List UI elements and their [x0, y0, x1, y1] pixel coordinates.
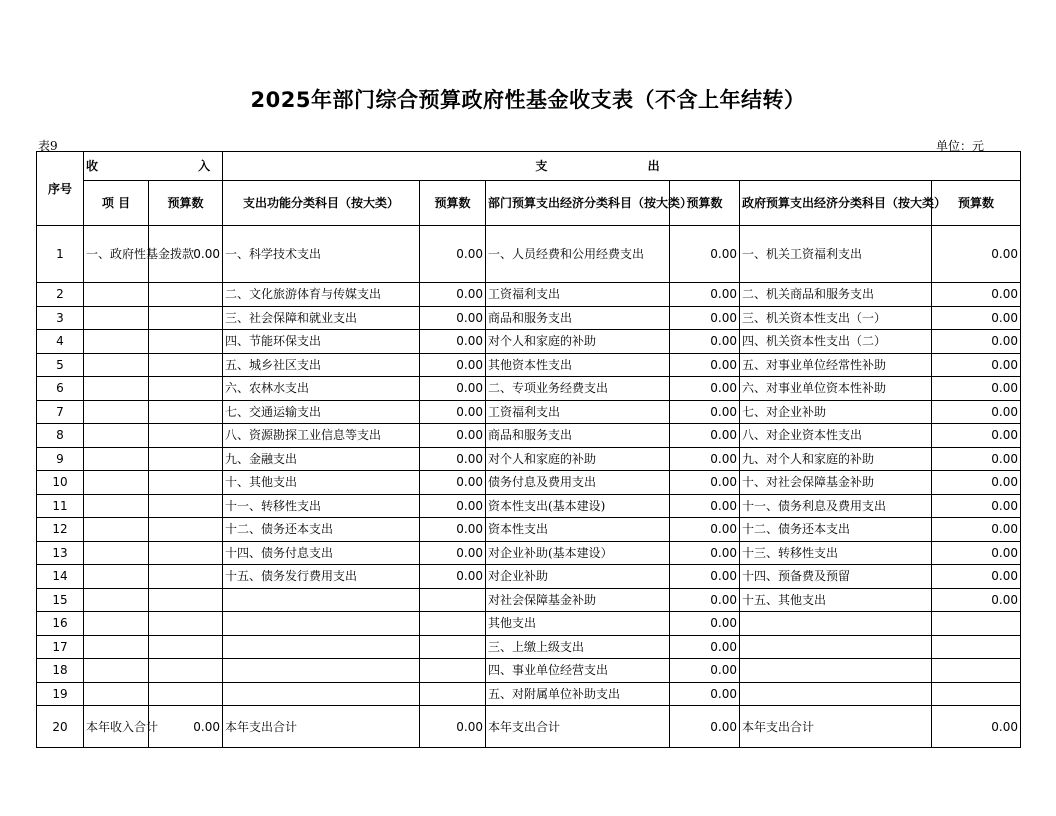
row-income-budget [149, 494, 223, 518]
row-gov-budget: 0.00 [932, 424, 1021, 448]
row-gov-budget: 0.00 [932, 400, 1021, 424]
row-gov-budget [932, 612, 1021, 636]
table-row [37, 226, 1021, 283]
row-seq: 14 [37, 565, 84, 589]
row-income-budget [149, 682, 223, 706]
row-dept-item: 对社会保障基金补助 [486, 588, 670, 612]
row-income-item [84, 588, 149, 612]
table-row [37, 565, 1021, 589]
row-dept-budget: 0.00 [670, 471, 740, 495]
row-func-item: 一、科学技术支出 [223, 226, 420, 283]
row-gov-item [740, 635, 932, 659]
row-income-item [84, 471, 149, 495]
table-row [37, 447, 1021, 471]
row-gov-budget [932, 635, 1021, 659]
row-income-item [84, 612, 149, 636]
row-seq: 13 [37, 541, 84, 565]
row-gov-item: 七、对企业补助 [740, 400, 932, 424]
header-expense-group: 支 出 [223, 152, 1021, 181]
row-dept-budget: 0.00 [670, 283, 740, 307]
row-dept-budget: 0.00 [670, 424, 740, 448]
row-func-budget: 0.00 [420, 565, 486, 589]
row-seq: 6 [37, 377, 84, 401]
table-row [37, 541, 1021, 565]
row-func-item: 五、城乡社区支出 [223, 353, 420, 377]
table-row [37, 659, 1021, 683]
row-gov-item: 六、对事业单位资本性补助 [740, 377, 932, 401]
row-dept-budget: 0.00 [670, 377, 740, 401]
header-income-budget: 预算数 [149, 181, 223, 226]
row-func-budget: 0.00 [420, 306, 486, 330]
row-gov-item: 一、机关工资福利支出 [740, 226, 932, 283]
row-func-budget: 0.00 [420, 541, 486, 565]
row-dept-item: 资本性支出 [486, 518, 670, 542]
row-dept-budget: 0.00 [670, 541, 740, 565]
row-seq: 3 [37, 306, 84, 330]
row-seq: 15 [37, 588, 84, 612]
row-income-item [84, 494, 149, 518]
row-gov-budget: 0.00 [932, 494, 1021, 518]
row-func-item: 二、文化旅游体育与传媒支出 [223, 283, 420, 307]
unit-label: 单位：元 [936, 139, 985, 153]
row-dept-item: 一、人员经费和公用经费支出 [486, 226, 670, 283]
row-gov-budget: 0.00 [932, 306, 1021, 330]
row-gov-budget: 0.00 [932, 226, 1021, 283]
row-func-budget: 0.00 [420, 330, 486, 354]
row-gov-item: 四、机关资本性支出（二） [740, 330, 932, 354]
row-func-item: 本年支出合计 [223, 706, 420, 748]
row-income-budget [149, 424, 223, 448]
row-func-item: 六、农林水支出 [223, 377, 420, 401]
row-income-item [84, 447, 149, 471]
row-income-budget [149, 518, 223, 542]
row-income-budget [149, 635, 223, 659]
row-seq: 10 [37, 471, 84, 495]
row-gov-item: 十一、债务利息及费用支出 [740, 494, 932, 518]
table-body [37, 226, 1021, 748]
row-func-item [223, 612, 420, 636]
row-gov-budget: 0.00 [932, 283, 1021, 307]
row-gov-item: 二、机关商品和服务支出 [740, 283, 932, 307]
header-gov-econ: 政府预算支出经济分类科目（按大类） [740, 181, 932, 226]
row-dept-budget: 0.00 [670, 635, 740, 659]
row-dept-budget: 0.00 [670, 226, 740, 283]
header-func-class: 支出功能分类科目（按大类） [223, 181, 420, 226]
row-dept-budget: 0.00 [670, 565, 740, 589]
row-func-budget: 0.00 [420, 518, 486, 542]
row-seq: 20 [37, 706, 84, 748]
row-dept-budget: 0.00 [670, 706, 740, 748]
row-gov-budget: 0.00 [932, 377, 1021, 401]
row-dept-item: 商品和服务支出 [486, 306, 670, 330]
table-row [37, 635, 1021, 659]
row-income-budget [149, 306, 223, 330]
row-func-item: 十五、债务发行费用支出 [223, 565, 420, 589]
header-dept-econ: 部门预算支出经济分类科目（按大类） [486, 181, 670, 226]
header-item: 项 目 [84, 181, 149, 226]
row-gov-budget: 0.00 [932, 471, 1021, 495]
table-number: 表9 [38, 139, 58, 153]
table-row [37, 353, 1021, 377]
row-income-budget [149, 659, 223, 683]
row-func-budget: 0.00 [420, 494, 486, 518]
row-income-item [84, 306, 149, 330]
row-func-budget [420, 635, 486, 659]
row-income-budget [149, 283, 223, 307]
row-income-item: 一、政府性基金拨款 [84, 226, 149, 283]
row-seq: 18 [37, 659, 84, 683]
row-income-item [84, 518, 149, 542]
row-dept-budget: 0.00 [670, 518, 740, 542]
row-dept-budget: 0.00 [670, 400, 740, 424]
row-income-item [84, 283, 149, 307]
row-income-budget: 0.00 [149, 706, 223, 748]
row-income-item: 本年收入合计 [84, 706, 149, 748]
row-income-budget [149, 330, 223, 354]
row-income-budget [149, 353, 223, 377]
table-row [37, 424, 1021, 448]
row-func-item: 四、节能环保支出 [223, 330, 420, 354]
row-dept-budget: 0.00 [670, 494, 740, 518]
row-func-item: 八、资源勘探工业信息等支出 [223, 424, 420, 448]
row-dept-item: 五、对附属单位补助支出 [486, 682, 670, 706]
row-func-budget: 0.00 [420, 424, 486, 448]
page-title: 2025年部门综合预算政府性基金收支表（不含上年结转） [250, 88, 806, 112]
row-seq: 16 [37, 612, 84, 636]
row-gov-item: 五、对事业单位经常性补助 [740, 353, 932, 377]
row-func-budget: 0.00 [420, 447, 486, 471]
row-dept-item: 对个人和家庭的补助 [486, 330, 670, 354]
table-row [37, 400, 1021, 424]
row-seq: 5 [37, 353, 84, 377]
row-gov-budget: 0.00 [932, 330, 1021, 354]
row-seq: 9 [37, 447, 84, 471]
row-dept-budget: 0.00 [670, 306, 740, 330]
row-func-item: 十一、转移性支出 [223, 494, 420, 518]
table-row [37, 330, 1021, 354]
row-gov-item: 三、机关资本性支出（一） [740, 306, 932, 330]
row-income-item [84, 330, 149, 354]
row-dept-item: 对企业补助(基本建设） [486, 541, 670, 565]
row-gov-item: 十五、其他支出 [740, 588, 932, 612]
table-row [37, 612, 1021, 636]
row-income-budget [149, 588, 223, 612]
header-seq: 序号 [37, 152, 84, 226]
budget-table [36, 151, 1021, 748]
row-func-budget: 0.00 [420, 283, 486, 307]
row-dept-budget: 0.00 [670, 330, 740, 354]
row-seq: 17 [37, 635, 84, 659]
row-income-budget [149, 471, 223, 495]
row-func-budget [420, 588, 486, 612]
row-income-budget [149, 447, 223, 471]
row-func-item [223, 635, 420, 659]
row-seq: 12 [37, 518, 84, 542]
row-gov-item: 十、对社会保障基金补助 [740, 471, 932, 495]
row-income-budget [149, 565, 223, 589]
row-func-item: 十四、债务付息支出 [223, 541, 420, 565]
row-gov-item [740, 612, 932, 636]
table-row [37, 682, 1021, 706]
row-dept-item: 三、上缴上级支出 [486, 635, 670, 659]
row-gov-item: 十三、转移性支出 [740, 541, 932, 565]
row-gov-budget: 0.00 [932, 447, 1021, 471]
row-income-budget [149, 377, 223, 401]
row-gov-budget: 0.00 [932, 518, 1021, 542]
row-gov-item: 十四、预备费及预留 [740, 565, 932, 589]
row-income-item [84, 424, 149, 448]
row-income-item [84, 565, 149, 589]
row-func-budget [420, 612, 486, 636]
row-dept-item: 工资福利支出 [486, 400, 670, 424]
row-gov-item: 八、对企业资本性支出 [740, 424, 932, 448]
table-row [37, 377, 1021, 401]
row-dept-item: 资本性支出(基本建设) [486, 494, 670, 518]
row-func-item: 三、社会保障和就业支出 [223, 306, 420, 330]
row-gov-item: 本年支出合计 [740, 706, 932, 748]
row-income-budget [149, 612, 223, 636]
row-func-budget: 0.00 [420, 377, 486, 401]
row-income-budget: 0.00 [149, 226, 223, 283]
row-dept-item: 对企业补助 [486, 565, 670, 589]
row-gov-budget [932, 682, 1021, 706]
header-gov-budget: 预算数 [932, 181, 1021, 226]
table-row [37, 283, 1021, 307]
row-income-item [84, 377, 149, 401]
row-func-item: 十二、债务还本支出 [223, 518, 420, 542]
row-func-item: 七、交通运输支出 [223, 400, 420, 424]
row-dept-budget: 0.00 [670, 612, 740, 636]
row-seq: 8 [37, 424, 84, 448]
row-dept-item: 商品和服务支出 [486, 424, 670, 448]
table-row [37, 306, 1021, 330]
row-gov-budget: 0.00 [932, 541, 1021, 565]
row-seq: 2 [37, 283, 84, 307]
row-dept-budget: 0.00 [670, 447, 740, 471]
row-func-item [223, 659, 420, 683]
row-dept-budget: 0.00 [670, 588, 740, 612]
row-func-item: 九、金融支出 [223, 447, 420, 471]
row-seq: 1 [37, 226, 84, 283]
row-gov-item [740, 659, 932, 683]
header-dept-budget: 预算数 [670, 181, 740, 226]
header-func-budget: 预算数 [420, 181, 486, 226]
header-income-group: 收 入 [84, 152, 223, 181]
row-dept-budget: 0.00 [670, 659, 740, 683]
row-seq: 7 [37, 400, 84, 424]
table-row [37, 518, 1021, 542]
row-seq: 19 [37, 682, 84, 706]
row-dept-item: 债务付息及费用支出 [486, 471, 670, 495]
row-gov-budget: 0.00 [932, 588, 1021, 612]
table-row [37, 471, 1021, 495]
row-dept-item: 本年支出合计 [486, 706, 670, 748]
row-income-item [84, 541, 149, 565]
row-func-budget [420, 659, 486, 683]
row-func-budget: 0.00 [420, 706, 486, 748]
row-func-budget: 0.00 [420, 400, 486, 424]
row-dept-item: 四、事业单位经营支出 [486, 659, 670, 683]
row-func-budget: 0.00 [420, 353, 486, 377]
row-income-budget [149, 400, 223, 424]
row-dept-item: 其他资本性支出 [486, 353, 670, 377]
row-income-item [84, 635, 149, 659]
row-income-item [84, 400, 149, 424]
row-gov-item: 十二、债务还本支出 [740, 518, 932, 542]
row-gov-budget: 0.00 [932, 565, 1021, 589]
row-gov-budget: 0.00 [932, 706, 1021, 748]
row-income-item [84, 682, 149, 706]
table-row [37, 494, 1021, 518]
row-gov-budget: 0.00 [932, 353, 1021, 377]
row-seq: 11 [37, 494, 84, 518]
row-func-budget [420, 682, 486, 706]
row-func-item [223, 588, 420, 612]
row-gov-budget [932, 659, 1021, 683]
row-dept-item: 二、专项业务经费支出 [486, 377, 670, 401]
row-income-item [84, 353, 149, 377]
row-dept-item: 其他支出 [486, 612, 670, 636]
row-dept-item: 对个人和家庭的补助 [486, 447, 670, 471]
table-row [37, 706, 1021, 748]
row-func-budget: 0.00 [420, 471, 486, 495]
table-row [37, 588, 1021, 612]
row-dept-budget: 0.00 [670, 682, 740, 706]
row-income-budget [149, 541, 223, 565]
row-gov-item: 九、对个人和家庭的补助 [740, 447, 932, 471]
row-func-budget: 0.00 [420, 226, 486, 283]
row-dept-budget: 0.00 [670, 353, 740, 377]
row-func-item: 十、其他支出 [223, 471, 420, 495]
row-income-item [84, 659, 149, 683]
row-seq: 4 [37, 330, 84, 354]
row-gov-item [740, 682, 932, 706]
row-dept-item: 工资福利支出 [486, 283, 670, 307]
row-func-item [223, 682, 420, 706]
